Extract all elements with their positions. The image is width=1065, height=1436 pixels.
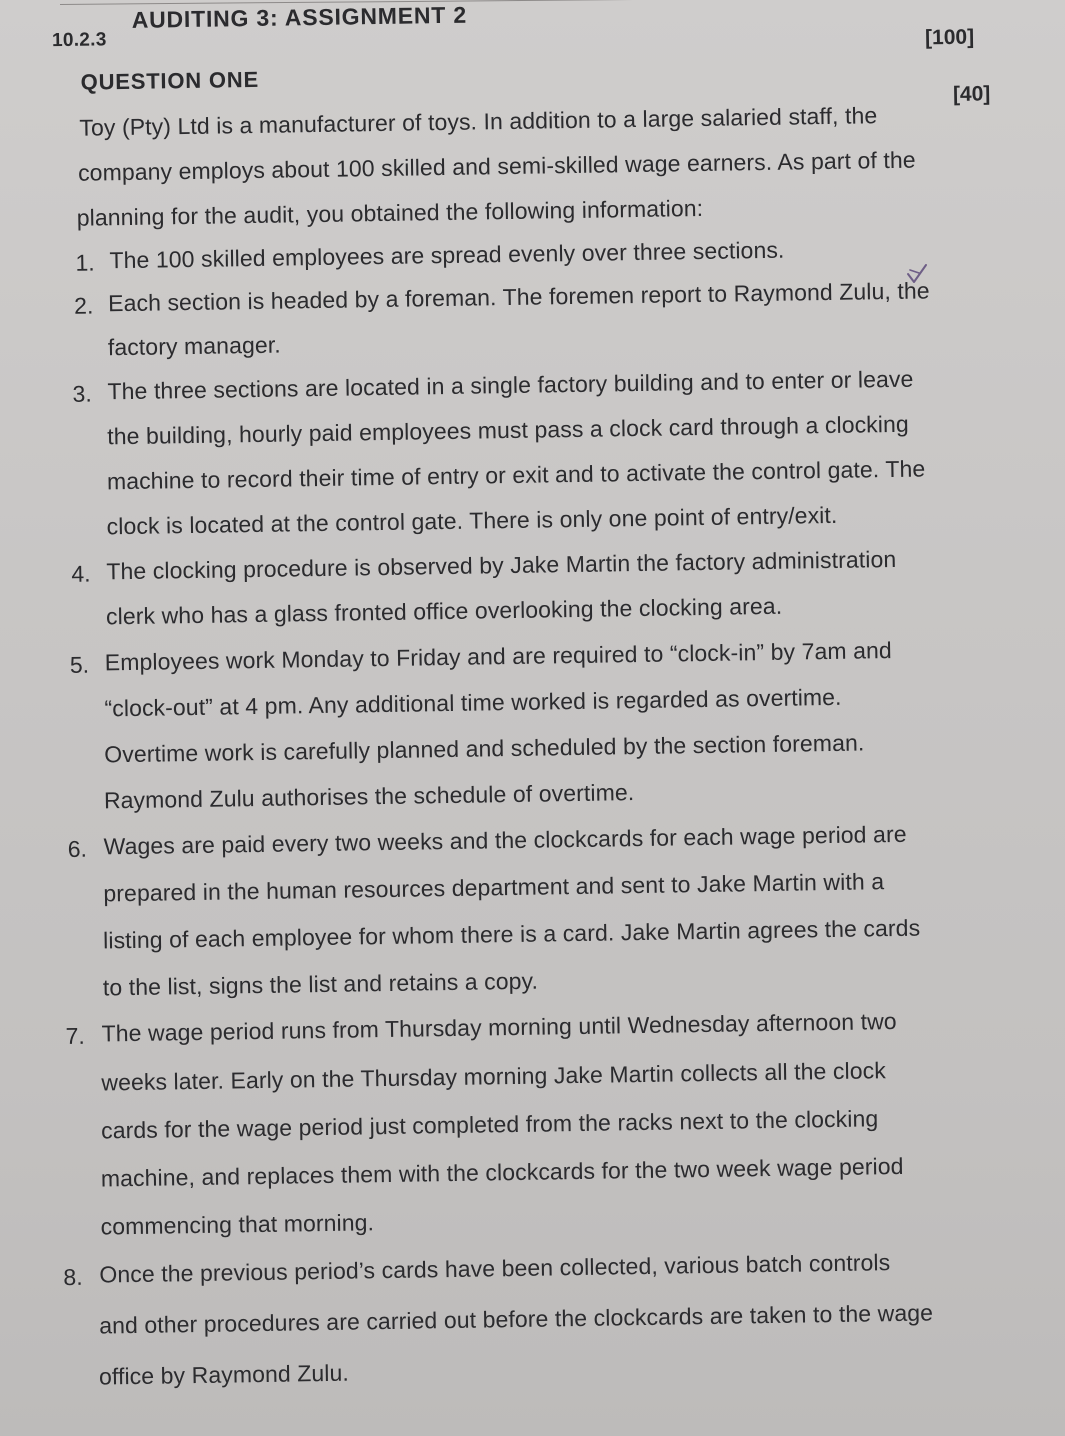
- item-line: The wage period runs from Thursday morning until Wednesday afternoon two: [101, 1007, 897, 1047]
- item-number: 6.: [67, 835, 88, 862]
- item-line: machine to record their time of entry or exit and to activate the control gate. The: [106, 455, 926, 495]
- check-mark-icon: [905, 262, 929, 288]
- item-number: 1.: [75, 249, 95, 276]
- item-number: 7.: [65, 1022, 86, 1050]
- item-line: Employees work Monday to Friday and are required to “clock-in” by 7am and: [104, 637, 892, 676]
- section-code: 10.2.3: [51, 29, 107, 52]
- question-heading: QUESTION ONE: [80, 66, 260, 95]
- item-number: 5.: [69, 651, 90, 678]
- item-line: The three sections are located in a single factory building and to enter or leave: [107, 365, 914, 405]
- item-line: to the list, signs the list and retains a copy.: [102, 967, 539, 1001]
- item-number: 8.: [63, 1263, 83, 1291]
- item-line: The clocking procedure is observed by Jake Martin the factory administration: [106, 545, 897, 585]
- item-line: cards for the wage period just completed from the racks next to the clocking: [100, 1105, 879, 1144]
- item-number: 3.: [72, 380, 92, 407]
- item-line: Once the previous period’s cards have been collected, various batch controls: [99, 1249, 891, 1288]
- item-line: “clock-out” at 4 pm. Any additional time worked is regarded as overtime.: [104, 683, 842, 722]
- item-line: commencing that morning.: [100, 1209, 375, 1240]
- item-line: The 100 skilled employees are spread evenly over three sections.: [109, 236, 785, 274]
- item-line: Each section is headed by a foreman. The foremen report to Raymond Zulu, the: [107, 277, 930, 317]
- intro-line: planning for the audit, you obtained the following information:: [76, 194, 704, 231]
- item-line: factory manager.: [107, 331, 281, 361]
- item-line: Overtime work is carefully planned and scheduled by the section foreman.: [104, 729, 865, 768]
- question-marks: [40]: [952, 82, 991, 106]
- item-line: Wages are paid every two weeks and the clockcards for each wage period are: [103, 820, 907, 860]
- item-line: listing of each employee for whom there is a card. Jake Martin agrees the cards: [102, 914, 921, 954]
- item-line: weeks later. Early on the Thursday morning Jake Martin collects all the clock: [101, 1057, 887, 1096]
- intro-line: company employs about 100 skilled and semi-skilled wage earners. As part of the: [77, 146, 916, 186]
- item-line: Raymond Zulu authorises the schedule of overtime.: [103, 779, 635, 814]
- assignment-title: AUDITING 3: ASSIGNMENT 2: [131, 1, 468, 33]
- item-line: clock is located at the control gate. There is only one point of entry/exit.: [106, 501, 838, 540]
- intro-line: Toy (Pty) Ltd is a manufacturer of toys. In addition to a large salaried staff, the: [79, 102, 878, 141]
- item-line: prepared in the human resources department and sent to Jake Martin with a: [103, 868, 885, 907]
- item-number: 4.: [71, 560, 91, 587]
- item-line: and other procedures are carried out before the clockcards are taken to the wage: [98, 1299, 934, 1339]
- item-line: office by Raymond Zulu.: [98, 1359, 350, 1390]
- item-line: machine, and replaces them with the clockcards for the two week wage period: [100, 1152, 904, 1192]
- item-line: the building, hourly paid employees must pass a clock card through a clocking: [107, 410, 909, 450]
- item-number: 2.: [73, 292, 94, 319]
- total-marks: [100]: [924, 25, 975, 50]
- item-line: clerk who has a glass fronted office overlooking the clocking area.: [105, 592, 783, 630]
